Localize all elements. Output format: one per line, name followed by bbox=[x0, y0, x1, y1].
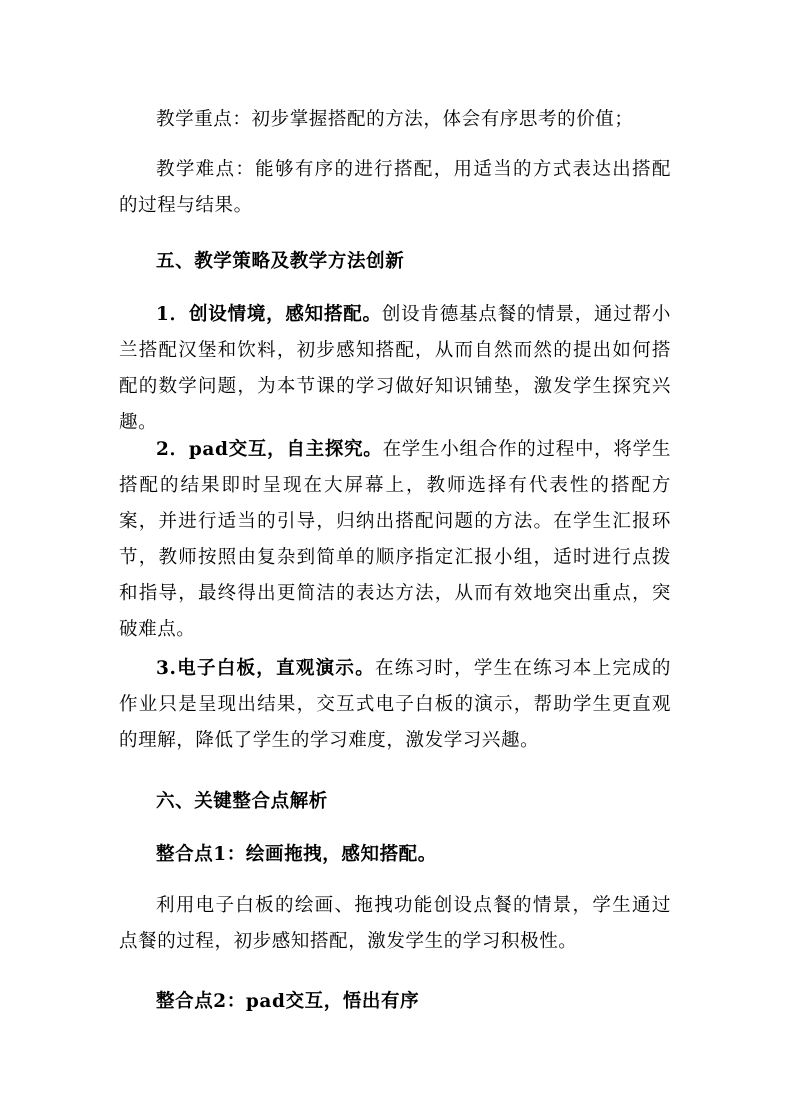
paragraph-text: 在学生小组合作的过程中，将学生搭配的结果即时呈现在大屏幕上，教师选择有代表性的搭配方案，并进行适当的引导，归纳出搭配问题的方法。在学生汇报环节，教师按照由复杂到简单的顺序指定汇报小组，适时进行点拨和指导，最终得出更简洁的表达方法，从而有效地突出重点，突破难点。 bbox=[119, 439, 671, 640]
section-heading-text: 六、关键整合点解析 bbox=[156, 791, 328, 812]
section-heading-strategy bbox=[119, 244, 671, 280]
paragraph-teaching-focus bbox=[119, 102, 671, 138]
paragraph-lead: 2．pad交互，自主探究。 bbox=[156, 439, 383, 460]
subheading-integration-2 bbox=[119, 984, 671, 1020]
paragraph-strategy-1 bbox=[119, 297, 671, 441]
paragraph-lead: 3.电子白板，直观演示。 bbox=[156, 658, 375, 679]
section-heading-integration bbox=[119, 784, 671, 820]
section-heading-text: 五、教学策略及教学方法创新 bbox=[156, 251, 405, 272]
paragraph-text: 利用电子白板的绘画、拖拽功能创设点餐的情景，学生通过点餐的过程，初步感知搭配，激发学生的学习积极性。 bbox=[119, 895, 671, 952]
paragraph-text: 教学重点：初步掌握搭配的方法，体会有序思考的价值； bbox=[156, 109, 634, 130]
paragraph-text: 创设肯德基点餐的情景，通过帮小兰搭配汉堡和饮料，初步感知搭配，从而自然而然的提出如何搭配的数学问题，为本节课的学习做好知识铺垫，激发学生探究兴趣。 bbox=[119, 304, 671, 433]
subheading-integration-1 bbox=[119, 837, 671, 873]
subheading-text: 整合点1：绘画拖拽，感知搭配。 bbox=[156, 844, 437, 865]
paragraph-teaching-difficulty bbox=[119, 152, 671, 224]
paragraph-strategy-2 bbox=[119, 432, 671, 648]
paragraph-integration-1 bbox=[119, 888, 671, 960]
paragraph-text: 在练习时，学生在练习本上完成的作业只是呈现出结果，交互式电子白板的演示，帮助学生更直观的理解，降低了学生的学习难度，激发学习兴趣。 bbox=[119, 658, 671, 751]
paragraph-lead: 1．创设情境，感知搭配。 bbox=[156, 304, 382, 325]
paragraph-strategy-3 bbox=[119, 651, 671, 759]
paragraph-text: 教学难点：能够有序的进行搭配，用适当的方式表达出搭配的过程与结果。 bbox=[119, 159, 671, 216]
subheading-text: 整合点2：pad交互，悟出有序 bbox=[156, 991, 420, 1012]
